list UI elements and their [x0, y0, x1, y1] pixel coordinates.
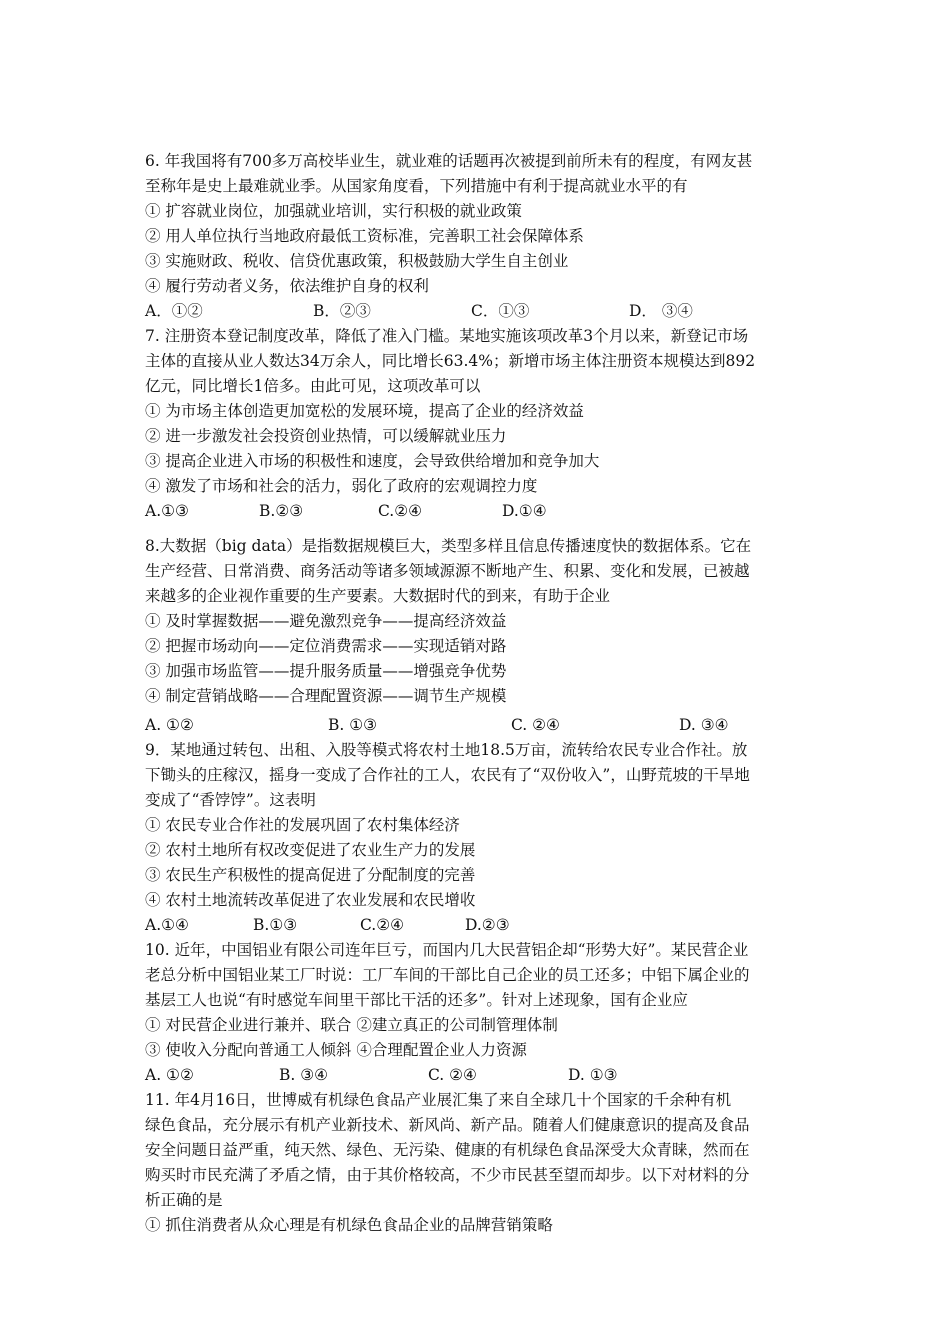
- statement-item: ③ 使收入分配向普通工人倾斜 ④合理配置企业人力资源: [145, 1041, 527, 1059]
- answer-options: [145, 1063, 815, 1088]
- statement-item: ② 进一步激发社会投资创业热情，可以缓解就业压力: [145, 427, 507, 445]
- question-11: [145, 1088, 815, 1238]
- statement-item: ④ 制定营销战略——合理配置资源——调节生产规模: [145, 687, 507, 705]
- question-stem-line: 生产经营、日常消费、商务活动等诸多领域源源不断地产生、积累、变化和发展，已被越: [145, 562, 750, 580]
- question-stem-line: 析正确的是: [145, 1191, 223, 1209]
- statement-item: ③ 实施财政、税收、信贷优惠政策，积极鼓励大学生自主创业: [145, 252, 569, 270]
- question-stem-line: 9．某地通过转包、出租、入股等模式将农村土地18.5万亩，流转给农民专业合作社。放: [145, 741, 748, 759]
- statement-item: ① 抓住消费者从众心理是有机绿色食品企业的品牌营销策略: [145, 1216, 553, 1234]
- answer-options: [145, 713, 815, 738]
- option-c: C. ②④: [511, 716, 560, 734]
- question-stem-line: 来越多的企业视作重要的生产要素。大数据时代的到来，有助于企业: [145, 587, 611, 605]
- statement-item: ④ 农村土地流转改革促进了农业发展和农民增收: [145, 891, 476, 909]
- statement-item: ④ 履行劳动者义务，依法维护自身的权利: [145, 277, 429, 295]
- question-stem-line: 亿元，同比增长1倍多。由此可见，这项改革可以: [145, 377, 481, 395]
- question-6: [145, 149, 815, 324]
- option-b: B．②③: [313, 302, 371, 320]
- statement-item: ② 用人单位执行当地政府最低工资标准，完善职工社会保障体系: [145, 227, 584, 245]
- statement-item: ① 对民营企业进行兼并、联合 ②建立真正的公司制管理体制: [145, 1016, 558, 1034]
- option-d: D. ①③: [568, 1066, 618, 1084]
- question-8: [145, 534, 815, 738]
- option-d: D． ③④: [629, 302, 693, 320]
- option-b: B. ①③: [328, 716, 378, 734]
- statement-item: ① 及时掌握数据——避免激烈竞争——提高经济效益: [145, 612, 507, 630]
- question-stem-line: 7. 注册资本登记制度改革，降低了准入门槛。某地实施该项改革3个月以来，新登记市场: [145, 327, 749, 345]
- statement-item: ③ 农民生产积极性的提高促进了分配制度的完善: [145, 866, 476, 884]
- statement-item: ① 农民专业合作社的发展巩固了农村集体经济: [145, 816, 460, 834]
- option-d: D.②③: [465, 916, 510, 934]
- question-stem-line: 10. 近年，中国铝业有限公司连年巨亏，而国内几大民营铝企却“形势大好”。某民营企业: [145, 941, 749, 959]
- option-b: B. ③④: [279, 1066, 329, 1084]
- option-d: D. ③④: [679, 716, 729, 734]
- statement-item: ① 为市场主体创造更加宽松的发展环境，提高了企业的经济效益: [145, 402, 584, 420]
- question-stem-line: 基层工人也说“有时感觉车间里干部比干活的还多”。针对上述现象，国有企业应: [145, 991, 688, 1009]
- question-stem-line: 绿色食品，充分展示有机产业新技术、新风尚、新产品。随着人们健康意识的提高及食品: [145, 1116, 750, 1134]
- option-a: A.①④: [145, 916, 189, 934]
- question-stem-line: 老总分析中国铝业某工厂时说：工厂车间的干部比自己企业的员工还多；中铝下属企业的: [145, 966, 750, 984]
- statement-item: ③ 提高企业进入市场的积极性和速度，会导致供给增加和竞争加大: [145, 452, 600, 470]
- option-c: C．①③: [471, 302, 530, 320]
- statement-item: ② 农村土地所有权改变促进了农业生产力的发展: [145, 841, 476, 859]
- question-stem-line: 购买时市民充满了矛盾之情，由于其价格较高，不少市民甚至望而却步。以下对材料的分: [145, 1166, 750, 1184]
- question-10: [145, 938, 815, 1088]
- option-d: D.①④: [502, 502, 547, 520]
- question-7: [145, 324, 815, 524]
- option-a: A. ①②: [145, 1066, 194, 1084]
- option-b: B.②③: [259, 502, 304, 520]
- answer-options: [145, 499, 815, 524]
- question-stem-line: 变成了“香饽饽”。这表明: [145, 791, 316, 809]
- question-stem-line: 11. 年4月16日，世博威有机绿色食品产业展汇集了来自全球几十个国家的千余种有机: [145, 1091, 732, 1109]
- question-stem-line: 安全问题日益严重，纯天然、绿色、无污染、健康的有机绿色食品深受大众青睐，然而在: [145, 1141, 750, 1159]
- statement-item: ② 把握市场动向——定位消费需求——实现适销对路: [145, 637, 507, 655]
- question-stem-line: 主体的直接从业人数达34万余人，同比增长63.4%；新增市场主体注册资本规模达到892: [145, 352, 756, 370]
- option-c: C.②④: [378, 502, 423, 520]
- question-stem-line: 至称年是史上最难就业季。从国家角度看，下列措施中有利于提高就业水平的有: [145, 177, 688, 195]
- option-a: A. ①②: [145, 716, 194, 734]
- option-b: B.①③: [253, 916, 298, 934]
- exam-page: [145, 149, 815, 1238]
- statement-item: ① 扩容就业岗位，加强就业培训，实行积极的就业政策: [145, 202, 522, 220]
- option-c: C. ②④: [428, 1066, 477, 1084]
- option-a: A.①③: [145, 502, 189, 520]
- answer-options: [145, 913, 815, 938]
- question-9: [145, 738, 815, 938]
- option-a: A．①②: [145, 302, 203, 320]
- statement-item: ④ 激发了市场和社会的活力，弱化了政府的宏观调控力度: [145, 477, 538, 495]
- question-stem-line: 6. 年我国将有700多万高校毕业生，就业难的话题再次被提到前所未有的程度，有网友甚: [145, 152, 753, 170]
- answer-options: [145, 299, 815, 324]
- option-c: C.②④: [360, 916, 405, 934]
- statement-item: ③ 加强市场监管——提升服务质量——增强竞争优势: [145, 662, 507, 680]
- question-stem-line: 下锄头的庄稼汉，摇身一变成了合作社的工人，农民有了“双份收入”，山野荒坡的干旱地: [145, 766, 750, 784]
- question-stem-line: 8.大数据（big data）是指数据规模巨大，类型多样且信息传播速度快的数据体系。它在: [145, 537, 752, 555]
